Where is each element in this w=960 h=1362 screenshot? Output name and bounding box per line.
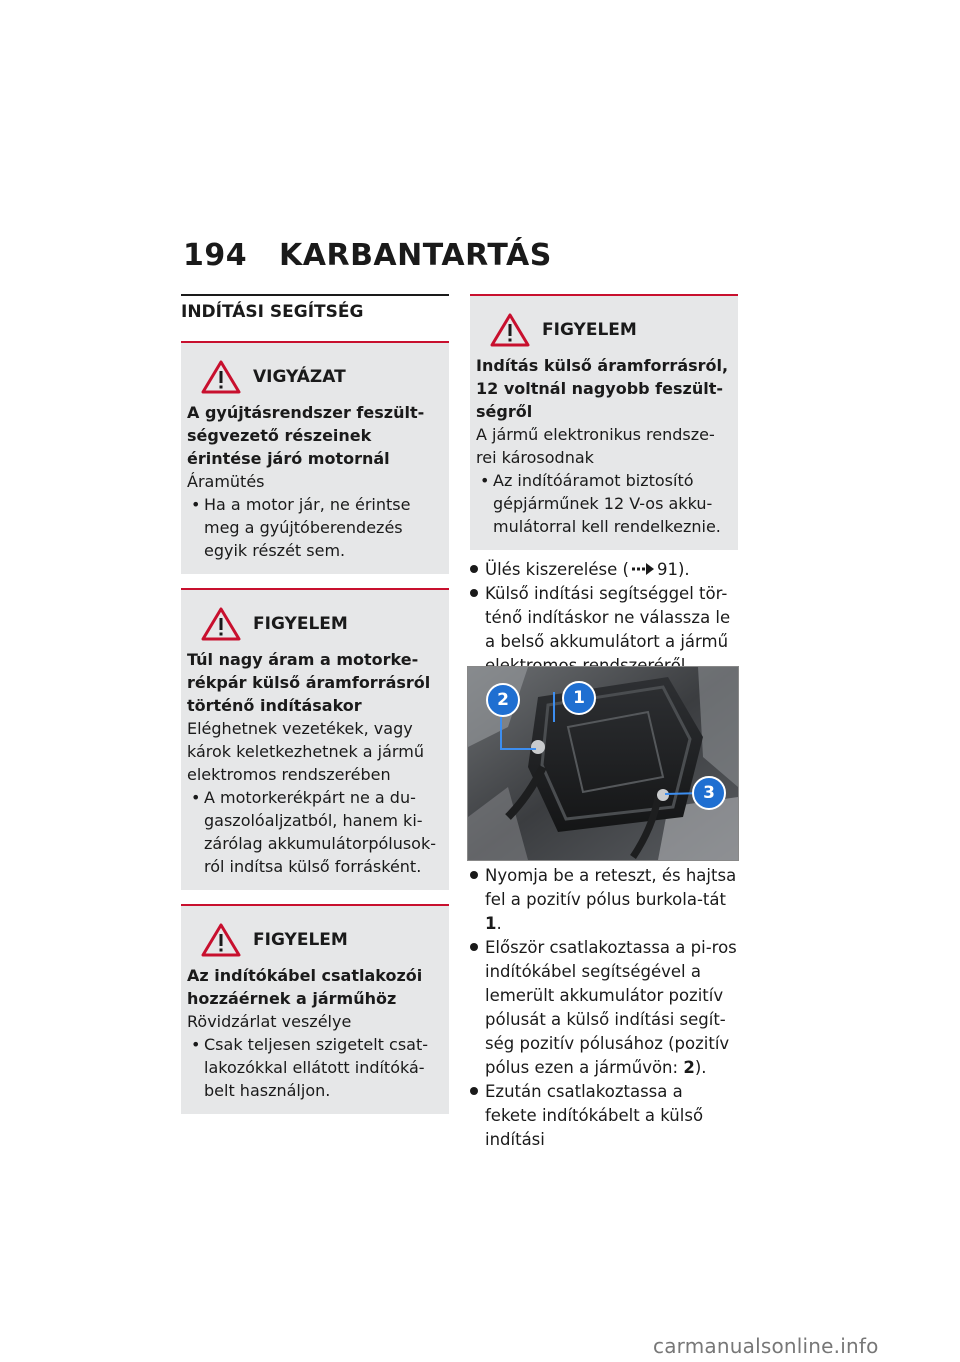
warning-consequence: Áramütés bbox=[187, 472, 265, 491]
callout-1: 1 bbox=[562, 681, 596, 715]
step-text: Nyomja be a reteszt, és hajtsa fel a pozitív pólus burkola-tát bbox=[485, 866, 737, 909]
page-reference-arrow-icon bbox=[632, 563, 654, 575]
warning-instruction: • A motorkerékpárt ne a du-gaszolóaljzatból, hanem ki-zárólag akkumulátorpólusok-ról indítsa külső forrásként. bbox=[187, 786, 443, 878]
callout-reference: 1 bbox=[485, 914, 497, 933]
step-text-end: . bbox=[496, 914, 502, 933]
warning-title: Az indítókábel csatlakozói hozzáérnek a járműhöz bbox=[187, 966, 423, 1008]
warning-label: FIGYELEM bbox=[542, 320, 637, 340]
warning-label: VIGYÁZAT bbox=[253, 367, 346, 387]
warning-instruction: • Ha a motor jár, ne érintse meg a gyújtóberendezés egyik részét sem. bbox=[187, 493, 443, 562]
warning-instruction: • Csak teljesen szigetelt csat-lakozókkal ellátott indítóká-belt használjon. bbox=[187, 1033, 443, 1102]
bullet-dot-icon bbox=[470, 1087, 478, 1095]
chapter-title: KARBANTARTÁS bbox=[279, 238, 552, 273]
bullet-dot-icon bbox=[470, 871, 478, 879]
battery-figure bbox=[467, 666, 739, 861]
warning-triangle-icon bbox=[201, 923, 241, 957]
section-title: INDÍTÁSI SEGÍTSÉG bbox=[181, 294, 449, 327]
warning-box-attention-3 bbox=[470, 294, 738, 550]
bullet-dot-icon bbox=[470, 943, 478, 951]
step-text-end: ). bbox=[694, 1058, 707, 1077]
step-item bbox=[470, 582, 738, 678]
left-column bbox=[181, 294, 449, 1128]
page-number: 194 bbox=[183, 238, 248, 273]
step-item bbox=[470, 936, 738, 1080]
warning-title: A gyújtásrendszer feszült-ségvezető részeinek érintése járó motornál bbox=[187, 403, 425, 468]
callout-reference: 2 bbox=[683, 1058, 695, 1077]
warning-consequence: Rövidzárlat veszélye bbox=[187, 1012, 352, 1031]
warning-box-attention-1 bbox=[181, 588, 449, 890]
step-text: Ezután csatlakoztassa a fekete indítókábelt a külső indítási bbox=[485, 1082, 704, 1149]
warning-title: Indítás külső áramforrásról, 12 voltnál nagyobb feszült-ségről bbox=[476, 356, 729, 421]
step-text: Először csatlakoztassa a pi-ros indítókábel segítségével a lemerült akkumulátor pozitív pólusát a külső indítási segít-ség pozitív pólusához (pozitív pólus ezen a járművön: bbox=[485, 938, 737, 1077]
warning-consequence: A jármű elektronikus rendsze-rei károsodnak bbox=[476, 425, 715, 467]
page-reference[interactable]: 91 bbox=[656, 560, 678, 579]
warning-triangle-icon bbox=[201, 360, 241, 394]
warning-consequence: Eléghetnek vezetékek, vagy károk keletkezhetnek a jármű elektromos rendszerében bbox=[187, 719, 424, 784]
step-item bbox=[470, 1080, 738, 1152]
warning-box-header bbox=[187, 357, 443, 397]
warning-triangle-icon bbox=[201, 607, 241, 641]
step-text: Külső indítási segítséggel tör-ténő indításkor ne válassza le a belső akkumulátort a jármű bbox=[485, 584, 731, 651]
warning-triangle-icon bbox=[490, 313, 530, 347]
right-column bbox=[470, 294, 738, 678]
warning-title: Túl nagy áram a motorke-rékpár külső áramforrásról történő indításakor bbox=[187, 650, 431, 715]
step-text: Ülés kiszerelése ( bbox=[485, 560, 629, 579]
callout-3: 3 bbox=[692, 776, 726, 810]
warning-box-header bbox=[187, 604, 443, 644]
right-column-steps bbox=[470, 864, 738, 1152]
warning-box-caution bbox=[181, 341, 449, 574]
callout-2: 2 bbox=[486, 683, 520, 717]
warning-label: FIGYELEM bbox=[253, 930, 348, 950]
warning-box-attention-2 bbox=[181, 904, 449, 1114]
step-text-end: ). bbox=[677, 560, 690, 579]
watermark: carmanualsonline.info bbox=[653, 1334, 879, 1358]
step-item bbox=[470, 864, 738, 936]
step-item bbox=[470, 558, 738, 582]
warning-box-header bbox=[187, 920, 443, 960]
bullet-dot-icon bbox=[470, 589, 478, 597]
page-header bbox=[183, 238, 552, 273]
warning-box-header bbox=[476, 310, 732, 350]
warning-label: FIGYELEM bbox=[253, 614, 348, 634]
warning-instruction: • Az indítóáramot biztosító gépjárműnek 12 V-os akku-mulátorral kell rendelkeznie. bbox=[476, 469, 732, 538]
bullet-dot-icon bbox=[470, 565, 478, 573]
